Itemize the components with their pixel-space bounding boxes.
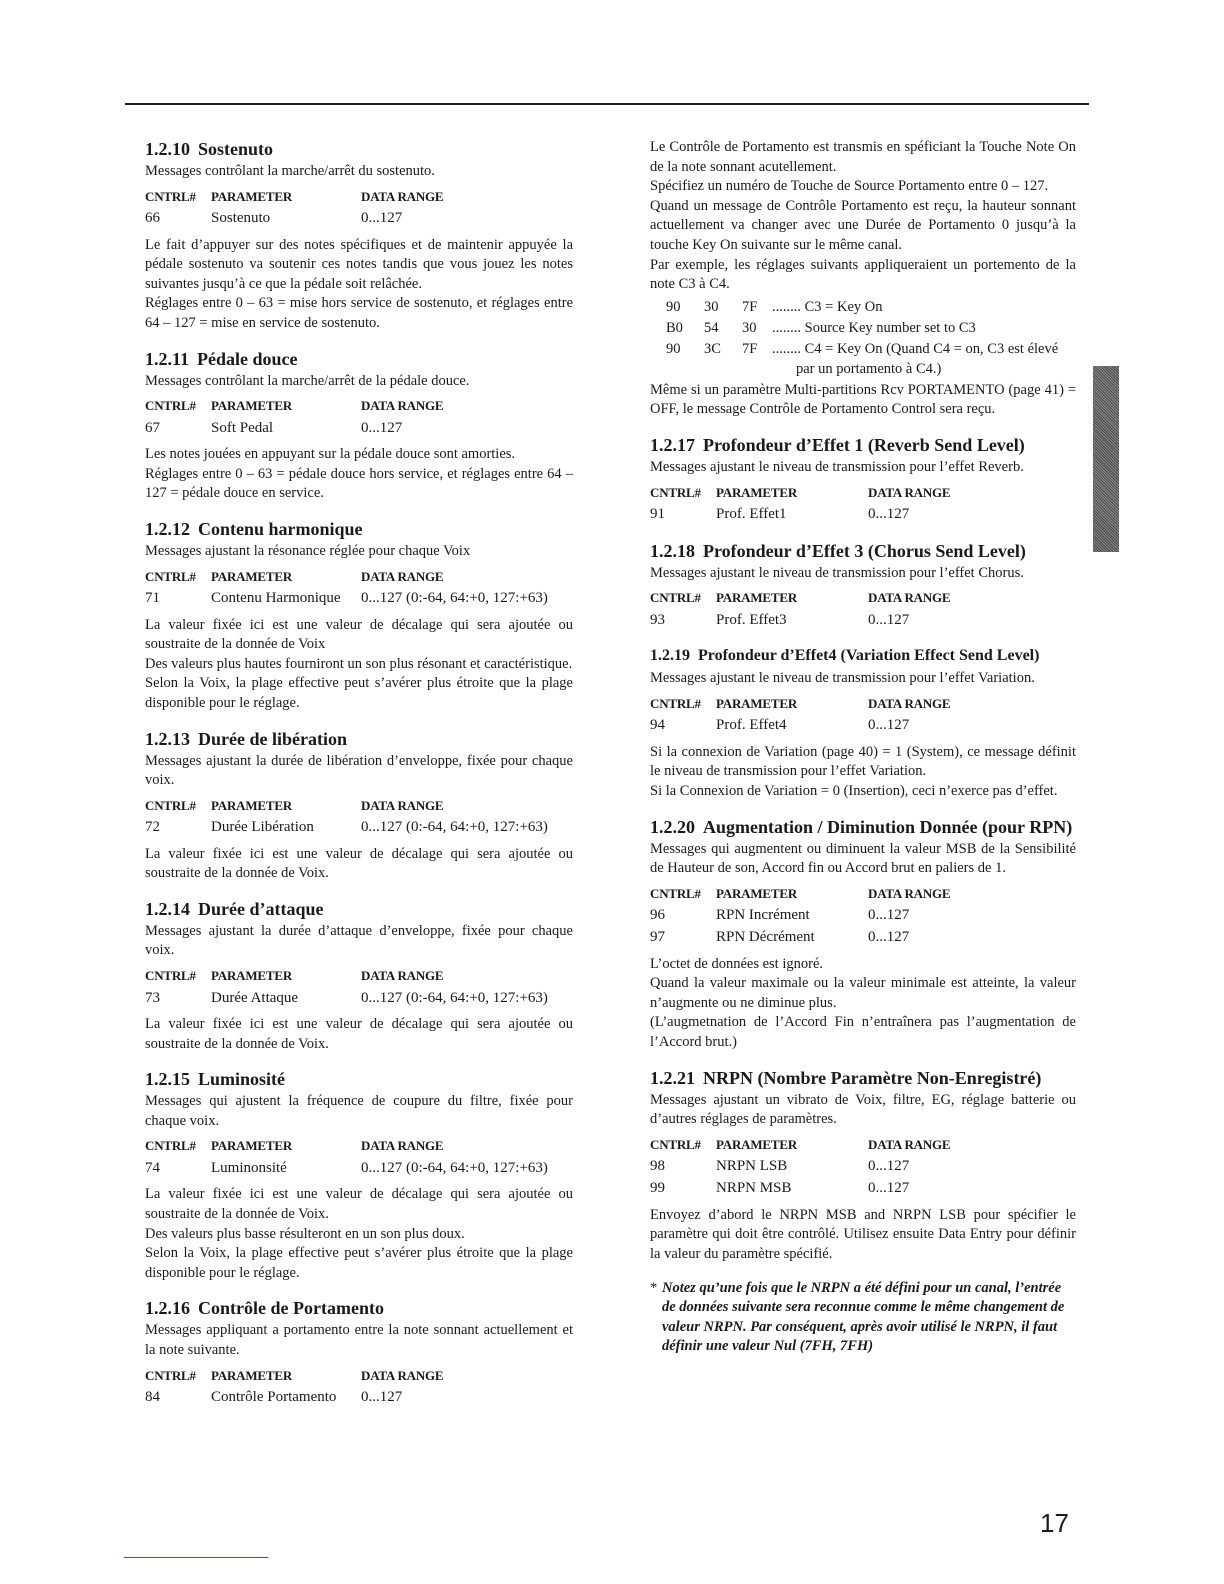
section-body-paragraph: Selon la Voix, la plage effective peut s’avérer plus étroite que la plage disponible pour le réglage.: [145, 675, 573, 711]
section-body-paragraph: La valeur fixée ici est une valeur de décalage qui sera ajoutée ou soustraite de la donnée de Voix.: [145, 1186, 573, 1223]
cntrl-number: 73: [145, 989, 160, 1006]
column-header-cntrl: CNTRL#: [650, 590, 701, 606]
table-header-row: [145, 965, 548, 987]
left-sections: [145, 138, 573, 1409]
section-body-paragraph: Réglages entre 0 – 63 = pédale douce hors service, et réglages entre 64 – 127 = pédale douce en service.: [145, 465, 573, 502]
cntrl-number: 98: [650, 1158, 665, 1175]
parameter-name: Prof. Effet1: [716, 506, 787, 523]
section-number: 1.2.13: [145, 728, 190, 749]
section-lead: Messages ajustant un vibrato de Voix, filtre, EG, réglage batterie ou d’autres réglages de paramètres.: [650, 1091, 1076, 1128]
table-row: [145, 208, 443, 230]
table-header-row: [145, 566, 548, 588]
column-header-cntrl: CNTRL#: [145, 1367, 196, 1383]
column-header-data-range: DATA RANGE: [868, 484, 951, 500]
section-number: 1.2.14: [145, 898, 190, 919]
section-number: 1.2.15: [145, 1069, 190, 1090]
parameter-name: Luminonsité: [211, 1159, 287, 1176]
section-body-paragraph: Si la Connexion de Variation = 0 (Insertion), ceci n’exerce pas d’effet.: [650, 782, 1058, 799]
section-heading: [650, 1067, 1076, 1089]
section-body-paragraph: Des valeurs plus hautes fourniront un son plus résonant et caractéristique.: [145, 655, 573, 672]
section-title: Pédale douce: [197, 348, 298, 369]
midi-example-row: [650, 339, 1076, 360]
controller-table: [145, 1365, 443, 1409]
section-number: 1.2.18: [650, 540, 695, 561]
section-lead: Messages ajustant la durée de libération d’enveloppe, fixée pour chaque voix.: [145, 752, 573, 789]
data-range: 0...127: [868, 1180, 910, 1197]
table-header-row: [650, 693, 950, 715]
section-1-2-10: [145, 138, 573, 334]
section-body-paragraph: (L’augmetnation de l’Accord Fin n’entraînera pas l’augmentation de l’Accord brut.): [650, 1014, 1076, 1051]
midi-desc: ........ C4 = Key On (Quand C4 = on, C3 est élevé: [772, 340, 1059, 357]
cntrl-number: 94: [650, 717, 665, 734]
section-1-2-11: [145, 348, 573, 504]
controller-table: [650, 587, 950, 631]
data-range: 0...127: [361, 1389, 403, 1406]
midi-example-row: [650, 297, 1076, 318]
section-body-paragraph: La valeur fixée ici est une valeur de décalage qui sera ajoutée ou soustraite de la donnée de Voix.: [145, 1016, 573, 1052]
cntrl-number: 93: [650, 611, 665, 628]
section-heading: [650, 816, 1076, 838]
cntrl-number: 66: [145, 210, 160, 227]
column-header-cntrl: CNTRL#: [650, 1136, 701, 1152]
table-header-row: [650, 883, 950, 905]
cntrl-number: 96: [650, 907, 665, 924]
section-title: Profondeur d’Effet 1 (Reverb Send Level): [703, 434, 1025, 455]
section-tab-marker: [1093, 366, 1119, 552]
midi-byte: B0: [666, 319, 683, 336]
section-number: 1.2.19: [650, 647, 690, 665]
midi-byte: 90: [666, 298, 681, 315]
portamento-continued: [650, 138, 1076, 420]
column-header-parameter: PARAMETER: [211, 1138, 293, 1154]
portamento-intro-3: Quand un message de Contrôle Portamento est reçu, la hauteur sonnant actuellement va changer avec une Durée de Portamento 0 jusqu’à la touche Key On suivante sur le même canal.: [650, 197, 1076, 253]
data-range: 0...127: [361, 210, 403, 227]
column-header-parameter: PARAMETER: [211, 968, 293, 984]
data-range: 0...127: [361, 419, 403, 436]
column-header-cntrl: CNTRL#: [145, 568, 196, 584]
nrpn-note: [650, 1279, 1076, 1357]
cntrl-number: 99: [650, 1180, 665, 1197]
right-column: [650, 138, 1076, 1357]
portamento-intro-1: Le Contrôle de Portamento est transmis en spéficiant la Touche Note On de la note sonnant acutellement.: [650, 139, 1076, 175]
column-header-data-range: DATA RANGE: [868, 1136, 951, 1152]
column-header-parameter: PARAMETER: [716, 885, 798, 901]
section-number: 1.2.20: [650, 816, 695, 837]
section-lead: Messages contrôlant la marche/arrêt du sostenuto.: [145, 163, 435, 179]
column-header-cntrl: CNTRL#: [145, 188, 196, 204]
section-number: 1.2.11: [145, 348, 190, 369]
section-lead: Messages qui augmentent ou diminuent la valeur MSB de la Sensibilité de Hauteur de son, Accord fin ou Accord brut en paliers de 1.: [650, 840, 1076, 877]
portamento-after: Même si un paramètre Multi-partitions Rcv PORTAMENTO (page 41) = OFF, le message Contrôle de Portamento Control sera reçu.: [650, 381, 1076, 418]
top-rule: [125, 103, 1089, 105]
table-row: [145, 1387, 443, 1409]
section-lead: Messages ajustant la durée d’attaque d’enveloppe, fixée pour chaque voix.: [145, 922, 573, 959]
table-header-row: [145, 186, 443, 208]
controller-table: [145, 395, 443, 439]
portamento-intro-2: Spécifiez un numéro de Touche de Source Portamento entre 0 – 127.: [650, 178, 1049, 195]
table-header-row: [145, 1365, 443, 1387]
cntrl-number: 74: [145, 1159, 160, 1176]
section-1-2-18: [650, 540, 1076, 632]
section-title: Sostenuto: [198, 139, 274, 159]
section-heading: [650, 540, 1076, 562]
section-lead: Messages contrôlant la marche/arrêt de la pédale douce.: [145, 372, 470, 389]
cntrl-number: 67: [145, 419, 160, 436]
section-heading: [145, 1297, 573, 1319]
section-body-paragraph: Si la connexion de Variation (page 40) = 1 (System), ce message définit le niveau de transmission pour l’effet Variation.: [650, 743, 1076, 780]
controller-table: [650, 693, 950, 737]
midi-example-row: [650, 318, 1076, 339]
table-header-row: [650, 1134, 950, 1156]
data-range: 0...127 (0:-64, 64:+0, 127:+63): [361, 819, 548, 836]
column-header-data-range: DATA RANGE: [361, 1138, 444, 1154]
column-header-data-range: DATA RANGE: [868, 695, 951, 711]
data-range: 0...127: [868, 1158, 910, 1175]
section-number: 1.2.16: [145, 1298, 190, 1319]
column-header-data-range: DATA RANGE: [361, 568, 444, 584]
cntrl-number: 97: [650, 929, 665, 946]
table-header-row: [650, 587, 950, 609]
table-header-row: [650, 482, 950, 504]
column-header-parameter: PARAMETER: [211, 797, 293, 813]
section-title: Profondeur d’Effet4 (Variation Effect Send Level): [698, 647, 1040, 665]
section-1-2-20: [650, 816, 1076, 1053]
section-number: 1.2.21: [650, 1067, 695, 1088]
section-1-2-14: [145, 898, 573, 1054]
midi-desc: ........ C3 = Key On: [772, 298, 883, 315]
midi-byte: 7F: [742, 298, 758, 315]
data-range: 0...127: [868, 717, 910, 734]
section-heading: [145, 898, 573, 920]
midi-byte: 3C: [704, 340, 721, 357]
midi-example: [650, 297, 1076, 379]
table-header-row: [145, 795, 548, 817]
table-row: [650, 504, 950, 526]
midi-desc: ........ Source Key number set to C3: [772, 319, 976, 336]
table-row: [145, 417, 443, 439]
section-lead: Messages appliquant a portamento entre la note sonnant actuellement et la note suivante.: [145, 1322, 573, 1358]
midi-byte: 30: [742, 319, 757, 336]
left-column: [145, 138, 573, 1423]
table-row: [650, 1178, 950, 1200]
section-body-paragraph: Selon la Voix, la plage effective peut s’avérer plus étroite que la plage disponible pour le réglage.: [145, 1245, 573, 1281]
midi-byte: 90: [666, 340, 681, 357]
parameter-name: NRPN LSB: [716, 1158, 788, 1175]
table-row: [650, 715, 950, 737]
column-header-data-range: DATA RANGE: [868, 590, 951, 606]
section-body-paragraph: Réglages entre 0 – 63 = mise hors service de sostenuto, et réglages entre 64 – 127 = mise en service de sostenuto.: [145, 295, 573, 331]
parameter-name: RPN Incrément: [716, 907, 810, 924]
data-range: 0...127 (0:-64, 64:+0, 127:+63): [361, 1159, 548, 1176]
bottom-rule: [124, 1557, 268, 1558]
parameter-name: RPN Décrément: [716, 929, 815, 946]
section-title: Contrôle de Portamento: [198, 1298, 384, 1319]
controller-table: [145, 566, 548, 610]
midi-byte: 30: [704, 298, 719, 315]
section-1-2-17: [650, 434, 1076, 526]
table-row: [145, 817, 548, 839]
column-header-cntrl: CNTRL#: [145, 968, 196, 984]
column-header-cntrl: CNTRL#: [145, 1138, 196, 1154]
page-number: 17: [1040, 1508, 1069, 1538]
parameter-name: Contrôle Portamento: [211, 1389, 337, 1406]
section-body-paragraph: Des valeurs plus basse résulteront en un son plus doux.: [145, 1225, 465, 1242]
section-number: 1.2.12: [145, 518, 190, 539]
cntrl-number: 84: [145, 1389, 160, 1406]
section-heading: [650, 645, 1076, 667]
section-heading: [650, 434, 1076, 456]
section-heading: [145, 138, 573, 160]
section-heading: [145, 348, 573, 370]
section-body-paragraph: L’octet de données est ignoré.: [650, 955, 824, 972]
controller-table: [650, 482, 950, 526]
section-number: 1.2.17: [650, 434, 695, 455]
section-title: Luminosité: [198, 1069, 286, 1090]
section-lead: Messages qui ajustent la fréquence de coupure du filtre, fixée pour chaque voix.: [145, 1093, 573, 1129]
column-header-cntrl: CNTRL#: [145, 797, 196, 813]
section-title: NRPN (Nombre Paramètre Non-Enregistré): [703, 1067, 1042, 1088]
controller-table: [145, 795, 548, 839]
table-header-row: [145, 395, 443, 417]
cntrl-number: 91: [650, 506, 665, 523]
section-title: Durée d’attaque: [198, 898, 324, 919]
section-title: Durée de libération: [198, 728, 347, 749]
section-heading: [145, 1068, 573, 1090]
section-1-2-21: [650, 1067, 1076, 1265]
column-header-parameter: PARAMETER: [211, 188, 293, 204]
column-header-data-range: DATA RANGE: [361, 188, 444, 204]
table-row: [650, 1156, 950, 1178]
column-header-cntrl: CNTRL#: [650, 484, 701, 500]
section-title: Profondeur d’Effet 3 (Chorus Send Level): [703, 540, 1026, 561]
section-lead: Messages ajustant le niveau de transmission pour l’effet Chorus.: [650, 564, 1024, 581]
column-header-data-range: DATA RANGE: [361, 968, 444, 984]
section-number: 1.2.10: [145, 139, 190, 159]
cntrl-number: 72: [145, 819, 160, 836]
column-header-parameter: PARAMETER: [211, 398, 293, 414]
column-header-parameter: PARAMETER: [716, 484, 798, 500]
parameter-name: Soft Pedal: [211, 419, 274, 436]
table-row: [650, 609, 950, 631]
table-row: [145, 1157, 548, 1179]
table-header-row: [145, 1135, 548, 1157]
section-1-2-12: [145, 518, 573, 714]
section-body-paragraph: Envoyez d’abord le NRPN MSB and NRPN LSB pour spécifier le paramètre qui doit être contrôlé. Utilisez ensuite Data Entry pour définir la valeur du paramètre spécifié.: [650, 1206, 1076, 1263]
parameter-name: NRPN MSB: [716, 1180, 792, 1197]
column-header-data-range: DATA RANGE: [361, 797, 444, 813]
column-header-cntrl: CNTRL#: [650, 695, 701, 711]
data-range: 0...127: [868, 907, 910, 924]
portamento-intro-4: Par exemple, les réglages suivants appliqueraient un portemento de la note C3 à C4.: [650, 256, 1076, 293]
section-lead: Messages ajustant le niveau de transmission pour l’effet Variation.: [650, 670, 1035, 687]
data-range: 0...127: [868, 506, 910, 523]
table-row: [145, 987, 548, 1009]
section-title: Augmentation / Diminution Donnée (pour RPN): [703, 816, 1073, 837]
column-header-parameter: PARAMETER: [211, 1367, 293, 1383]
controller-table: [145, 186, 443, 230]
controller-table: [145, 1135, 548, 1179]
controller-table: [145, 965, 548, 1009]
controller-table: [650, 1134, 950, 1200]
note-asterisk: *: [650, 1279, 658, 1296]
column-header-data-range: DATA RANGE: [361, 398, 444, 414]
section-lead: Messages ajustant la résonance réglée pour chaque Voix: [145, 542, 471, 559]
section-lead: Messages ajustant le niveau de transmission pour l’effet Reverb.: [650, 458, 1024, 475]
parameter-name: Sostenuto: [211, 210, 271, 227]
column-header-parameter: PARAMETER: [716, 1136, 798, 1152]
section-heading: [145, 728, 573, 750]
column-header-parameter: PARAMETER: [716, 695, 798, 711]
column-header-cntrl: CNTRL#: [145, 398, 196, 414]
section-1-2-15: [145, 1068, 573, 1283]
parameter-name: Prof. Effet3: [716, 611, 787, 628]
section-1-2-16: [145, 1297, 573, 1408]
section-heading: [145, 518, 573, 540]
data-range: 0...127 (0:-64, 64:+0, 127:+63): [361, 989, 548, 1006]
controller-table: [650, 883, 950, 949]
table-row: [145, 588, 548, 610]
section-body-paragraph: La valeur fixée ici est une valeur de décalage qui sera ajoutée ou soustraite de la donnée de Voix.: [145, 845, 573, 882]
column-header-data-range: DATA RANGE: [868, 885, 951, 901]
section-body-paragraph: Quand la valeur maximale ou la valeur minimale est atteinte, la valeur n’augmente ou ne diminue plus.: [650, 975, 1076, 1011]
table-row: [650, 905, 950, 927]
midi-example-continuation: par un portamento à C4.): [796, 360, 942, 377]
table-row: [650, 927, 950, 949]
column-header-parameter: PARAMETER: [716, 590, 798, 606]
column-header-cntrl: CNTRL#: [650, 885, 701, 901]
section-body-paragraph: La valeur fixée ici est une valeur de décalage qui sera ajoutée ou soustraite de la donnée de Voix: [145, 616, 573, 653]
section-1-2-13: [145, 728, 573, 884]
parameter-name: Durée Attaque: [211, 989, 299, 1006]
data-range: 0...127: [868, 611, 910, 628]
parameter-name: Prof. Effet4: [716, 717, 787, 734]
section-title: Contenu harmonique: [198, 518, 363, 539]
data-range: 0...127: [868, 929, 910, 946]
parameter-name: Durée Libération: [211, 819, 314, 836]
data-range: 0...127 (0:-64, 64:+0, 127:+63): [361, 590, 548, 607]
column-header-data-range: DATA RANGE: [361, 1367, 444, 1383]
column-header-parameter: PARAMETER: [211, 568, 293, 584]
midi-byte: 54: [704, 319, 719, 336]
section-1-2-19: [650, 645, 1076, 801]
right-sections: [650, 434, 1076, 1265]
cntrl-number: 71: [145, 590, 160, 607]
section-body-paragraph: Le fait d’appuyer sur des notes spécifiques et de maintenir appuyée la pédale sostenuto va soutenir ces notes tandis que vous jouez les notes suivantes jusqu’à ce que la pédale soit relâchée.: [145, 236, 573, 292]
midi-byte: 7F: [742, 340, 758, 357]
parameter-name: Contenu Harmonique: [211, 590, 341, 607]
section-body-paragraph: Les notes jouées en appuyant sur la pédale douce sont amorties.: [145, 446, 516, 463]
note-text: Notez qu’une fois que le NRPN a été défini pour un canal, l’entrée de données suivante sera reconnue comme le même changement de valeur NRPN. Par conséquent, après avoir utilisé le NRPN, il faut définir une valeur Nul (7FH, 7FH): [662, 1279, 1065, 1355]
